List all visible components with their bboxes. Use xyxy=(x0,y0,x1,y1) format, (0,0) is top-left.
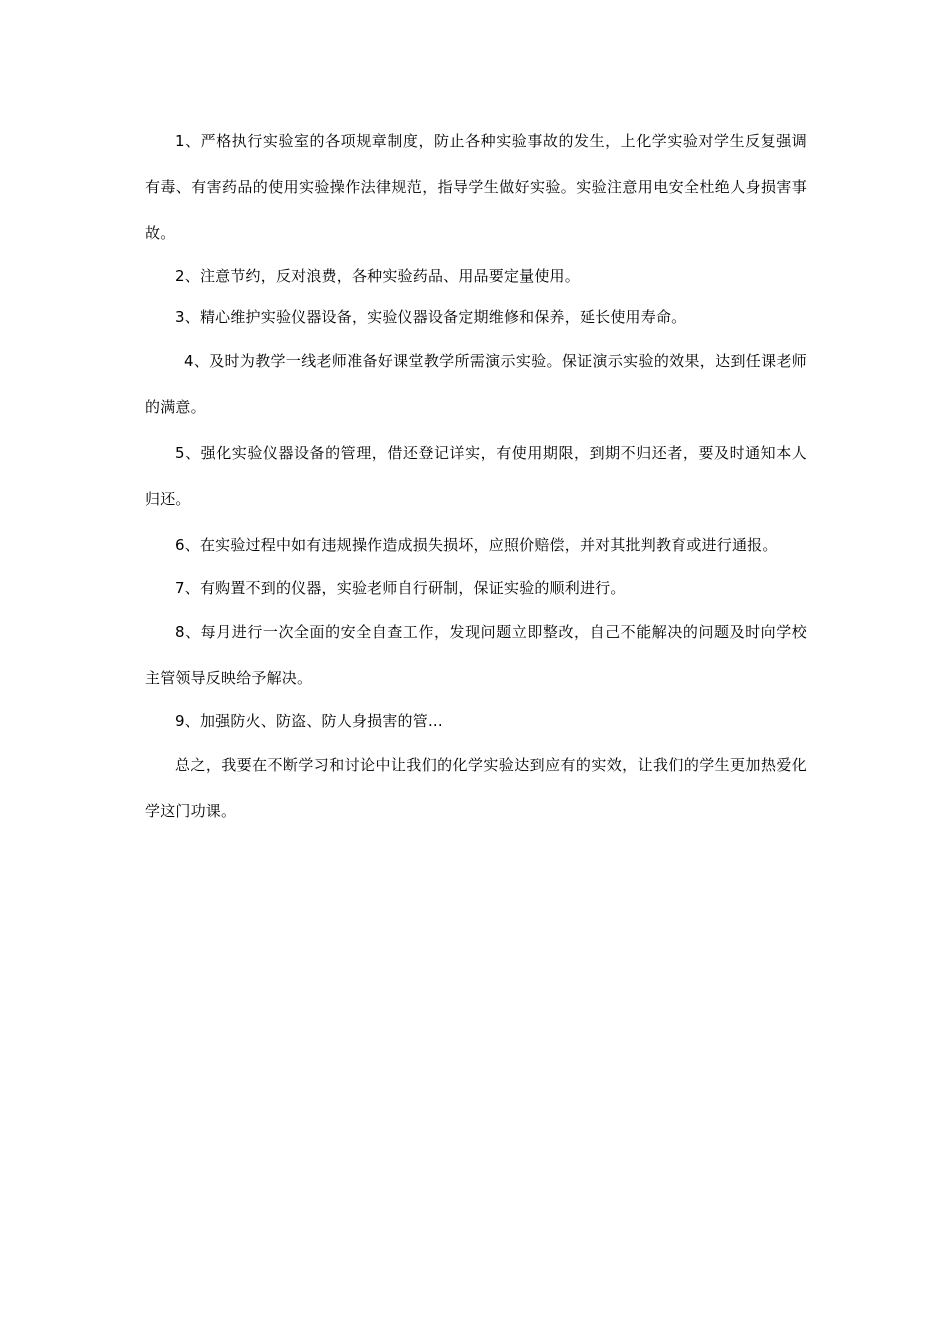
paragraph-rule-4: 4、及时为教学一线老师准备好课堂教学所需演示实验。保证演示实验的效果，达到任课老师的满意。 xyxy=(145,352,807,416)
paragraph-conclusion: 总之，我要在不断学习和讨论中让我们的化学实验达到应有的实效，让我们的学生更加热爱化学这门功课。 xyxy=(145,756,807,820)
paragraph-rule-9: 9、加强防火、防盗、防人身损害的管... xyxy=(175,712,443,730)
paragraph-rule-6: 6、在实验过程中如有违规操作造成损失损坏，应照价赔偿，并对其批判教育或进行通报。 xyxy=(175,536,778,554)
paragraph-rule-5: 5、强化实验仪器设备的管理，借还登记详实，有使用期限，到期不归还者，要及时通知本人归还。 xyxy=(145,444,807,508)
paragraph-rule-2: 2、注意节约，反对浪费，各种实验药品、用品要定量使用。 xyxy=(175,267,580,285)
document-body xyxy=(145,118,807,834)
paragraph-rule-8: 8、每月进行一次全面的安全自查工作，发现问题立即整改，自己不能解决的问题及时向学校主管领导反映给予解决。 xyxy=(145,623,807,687)
paragraph-rule-1: 1、严格执行实验室的各项规章制度，防止各种实验事故的发生，上化学实验对学生反复强调有毒、有害药品的使用实验操作法律规范，指导学生做好实验。实验注意用电安全杜绝人身损害事故。 xyxy=(145,132,807,242)
paragraph-rule-7: 7、有购置不到的仪器，实验老师自行研制，保证实验的顺利进行。 xyxy=(175,579,626,597)
paragraph-rule-3: 3、精心维护实验仪器设备，实验仪器设备定期维修和保养，延长使用寿命。 xyxy=(175,308,687,326)
